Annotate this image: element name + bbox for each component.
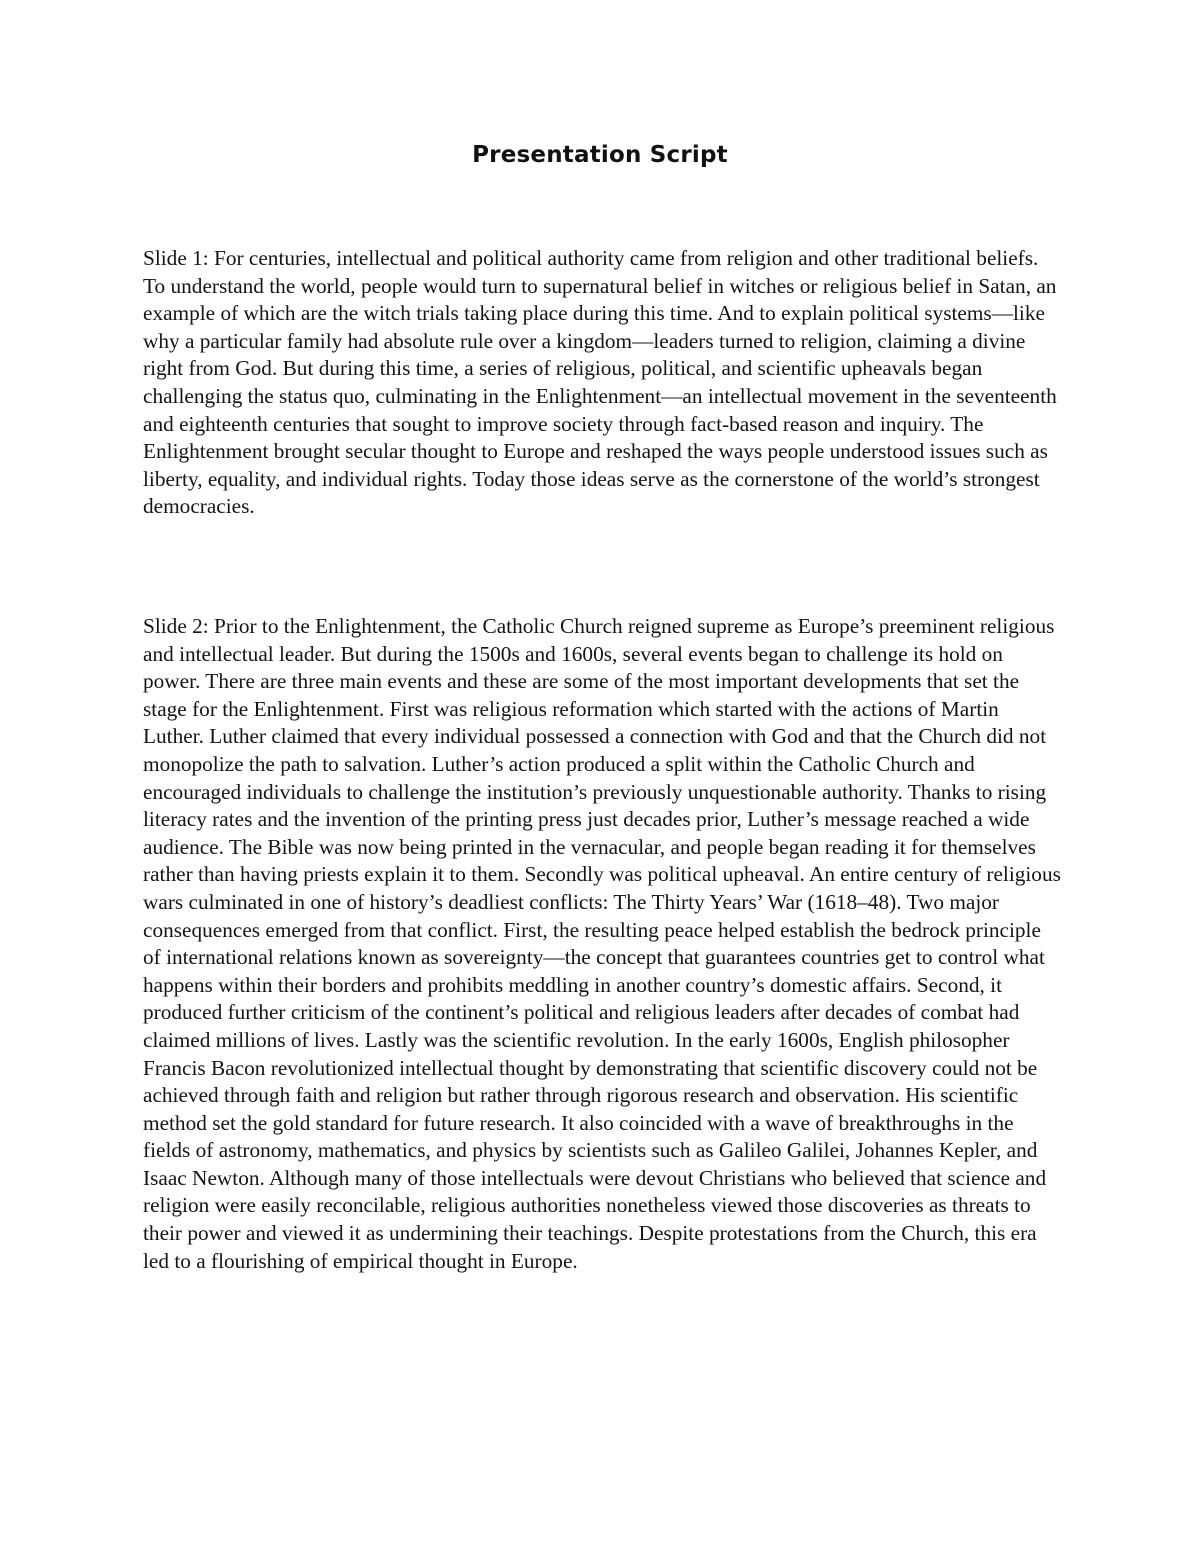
document-title: Presentation Script — [472, 142, 728, 168]
slide-1-paragraph: Slide 1: For centuries, intellectual and political authority came from religion and other traditional beliefs. To understand the world, people would turn to supernatural belief in witches or religious belief in Satan, an example of which are the witch trials taking place during this time. And to explain political systems—like why a particular family had absolute rule over a kingdom—leaders turned to religion, claiming a divine right from God. But during this time, a series of religious, political, and scientific upheavals began challenging the status quo, culminating in the Enlightenment—an intellectual movement in the seventeenth and eighteenth centuries that sought to improve society through fact-based reason and inquiry. The Enlightenment brought secular thought to Europe and reshaped the ways people understood issues such as liberty, equality, and individual rights. Today those ideas serve as the cornerstone of the world’s strongest democracies. — [143, 246, 1057, 519]
slide-2-paragraph: Slide 2: Prior to the Enlightenment, the Catholic Church reigned supreme as Europe’s preeminent religious and intellectual leader. But during the 1500s and 1600s, several events began to challenge its hold on power. There are three main events and these are some of the most important developments that set the stage for the Enlightenment. First was religious reformation which started with the actions of Martin Luther. Luther claimed that every individual possessed a connection with God and that the Church did not monopolize the path to salvation. Luther’s action produced a split within the Catholic Church and encouraged individuals to challenge the institution’s previously unquestionable authority. Thanks to rising literacy rates and the invention of the printing press just decades prior, Luther’s message reached a wide audience. The Bible was now being printed in the vernacular, and people began reading it for themselves rather than having priests explain it to them. Secondly was political upheaval. An entire century of religious wars culminated in one of history’s deadliest conflicts: The Thirty Years’ War (1618–48). Two major consequences emerged from that conflict. First, the resulting peace helped establish the bedrock principle of international relations known as sovereignty—the concept that guarantees countries get to control what happens within their borders and prohibits meddling in another country’s domestic affairs. Second, it produced further criticism of the continent’s political and religious leaders after decades of combat had claimed millions of lives. Lastly was the scientific revolution. In the early 1600s, English philosopher Francis Bacon revolutionized intellectual thought by demonstrating that scientific discovery could not be achieved through faith and religion but rather through rigorous research and observation. His scientific method set the gold standard for future research. It also coincided with a wave of breakthroughs in the fields of astronomy, mathematics, and physics by scientists such as Galileo Galilei, Johannes Kepler, and Isaac Newton. Although many of those intellectuals were devout Christians who believed that science and religion were easily reconcilable, religious authorities nonetheless viewed those discoveries as threats to their power and viewed it as undermining their teachings. Despite protestations from the Church, this era led to a flourishing of empirical thought in Europe. — [143, 614, 1061, 1273]
